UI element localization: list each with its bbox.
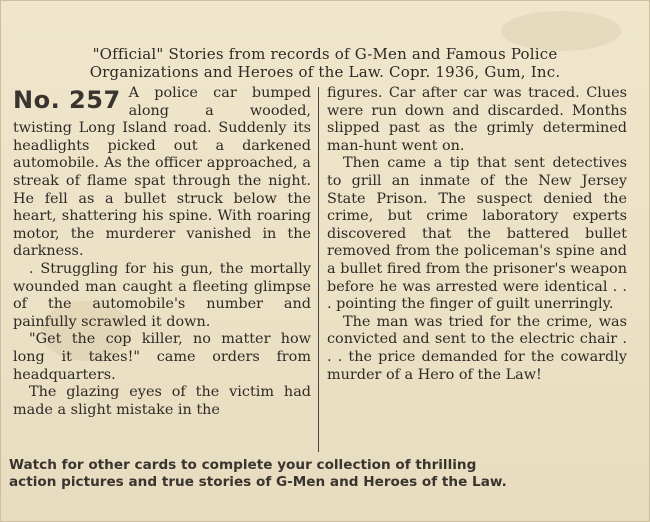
story-paragraph: Then came a tip that sent detectives to grill an inmate of the New Jersey State Prison. The suspect denied the crime, but crime laboratory experts discovered that the battered bullet removed from the policeman's spine and a bullet fired from the prisoner's weapon before he was arrested were identical . . . pointing the finger of guilt unerringly. — [327, 155, 627, 313]
story-paragraph: The man was tried for the crime, was convicted and sent to the electric chair . . . the price demanded for the cowardly murder of a Hero of the Law! — [327, 313, 627, 383]
card-header — [1, 45, 649, 81]
right-column — [327, 85, 627, 384]
footer-line-2: action pictures and true stories of G-Men and Heroes of the Law. — [9, 474, 507, 490]
story-text: A police car bumped along a wooded, twisting Long Island road. Suddenly its headlights picked out a darkened automobile. As the officer approached, a streak of flame spat through the night. He fell as a bullet struck below the heart, shattering his spine. With roaring motor, the murderer vanished in the darkness. — [13, 85, 311, 260]
footer-line-1: Watch for other cards to complete your collection of thrilling — [9, 457, 477, 473]
story-paragraph: figures. Car after car was traced. Clues were run down and discarded. Months slipped past as the grimly determined man-hunt went on. — [327, 85, 627, 154]
card-footer — [9, 457, 635, 491]
story-paragraph — [13, 85, 311, 261]
card-number: No. 257 — [13, 86, 121, 114]
header-line-2: Organizations and Heroes of the Law. Copr. 1936, Gum, Inc. — [89, 63, 561, 81]
story-paragraph: . Struggling for his gun, the mortally wounded man caught a fleeting glimpse of the automobile's number and painfully scrawled it down. — [13, 260, 311, 330]
left-column — [13, 85, 311, 419]
story-paragraph: The glazing eyes of the victim had made a slight mistake in the — [13, 384, 311, 418]
header-line-1: "Official" Stories from records of G-Men and Famous Police — [92, 45, 558, 63]
story-paragraph: "Get the cop killer, no matter how long it takes!" came orders from headquarters. — [13, 331, 311, 383]
column-divider — [318, 87, 319, 452]
